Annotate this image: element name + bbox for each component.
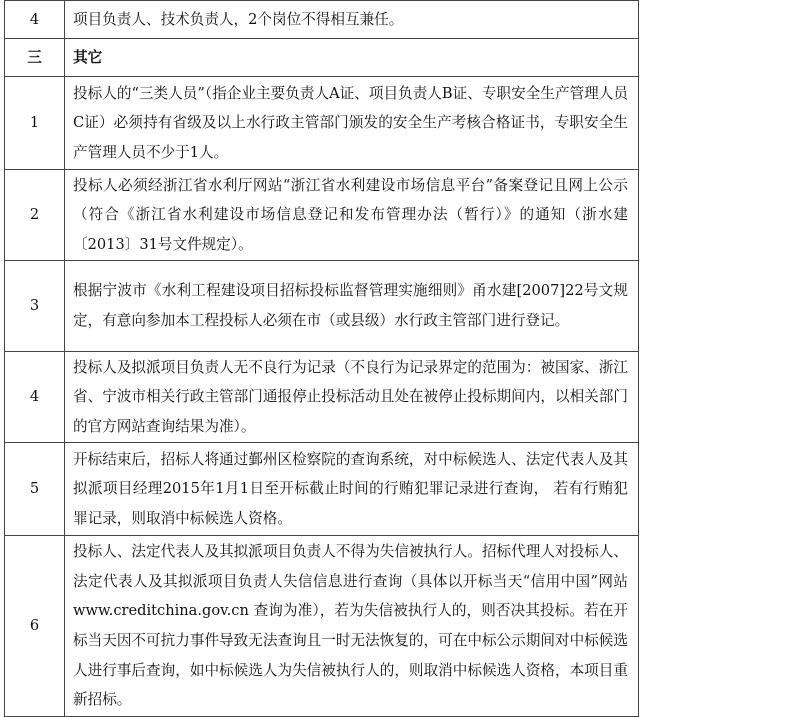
table-row xyxy=(5,443,639,536)
table-row xyxy=(5,536,639,717)
section-number: 三 xyxy=(5,39,65,77)
row-text: 投标人必须经浙江省水利厅网站“浙江省水利建设市场信息平台”备案登记且网上公示（符合《浙江省水利建设市场信息登记和发布管理办法（暂行）》的通知（浙水建〔2013〕31号文件规定）。 xyxy=(65,170,639,261)
section-title: 其它 xyxy=(65,39,639,77)
row-number: 4 xyxy=(5,1,65,39)
table-row xyxy=(5,77,639,170)
row-text: 项目负责人、技术负责人，2个岗位不得相互兼任。 xyxy=(65,1,639,39)
row-text: 投标人、法定代表人及其拟派项目负责人不得为失信被执行人。招标代理人对投标人、法定代表人及其拟派项目负责人失信信息进行查询（具体以开标当天“信用中国”网站 www.creditchina.gov.cn 查询为准），若为失信被执行人的，则否决其投标。若在开标当天因不可抗力事件导致无法查询且一时无法恢复的，可在中标公示期间对中标候选人进行事后查询，如中标候选人为失信被执行人的，则取消中标候选人资格，本项目重新招标。 xyxy=(65,536,639,717)
table-row xyxy=(5,1,639,39)
row-text: 开标结束后，招标人将通过鄞州区检察院的查询系统，对中标候选人、法定代表人及其拟派项目经理2015年1月1日至开标截止时间的行贿犯罪记录进行查询， 若有行贿犯罪记录，则取消中标候选人资格。 xyxy=(65,443,639,536)
section-header-row xyxy=(5,39,639,77)
table-row xyxy=(5,352,639,443)
row-text: 投标人的“三类人员”（指企业主要负责人A证、项目负责人B证、专职安全生产管理人员C证）必须持有省级及以上水行政主管部门颁发的安全生产考核合格证书，专职安全生产管理人员不少于1人。 xyxy=(65,77,639,170)
row-number: 6 xyxy=(5,536,65,717)
row-number: 2 xyxy=(5,170,65,261)
requirements-table xyxy=(4,0,639,717)
table-row xyxy=(5,261,639,352)
table-row xyxy=(5,170,639,261)
row-number: 3 xyxy=(5,261,65,352)
row-number: 1 xyxy=(5,77,65,170)
row-text: 根据宁波市《水利工程建设项目招标投标监督管理实施细则》甬水建[2007]22号文规定，有意向参加本工程投标人必须在市（或县级）水行政主管部门进行登记。 xyxy=(65,261,639,352)
row-text: 投标人及拟派项目负责人无不良行为记录（不良行为记录界定的范围为：被国家、浙江省、宁波市相关行政主管部门通报停止投标活动且处在被停止投标期间内，以相关部门的官方网站查询结果为准）。 xyxy=(65,352,639,443)
row-number: 4 xyxy=(5,352,65,443)
row-number: 5 xyxy=(5,443,65,536)
